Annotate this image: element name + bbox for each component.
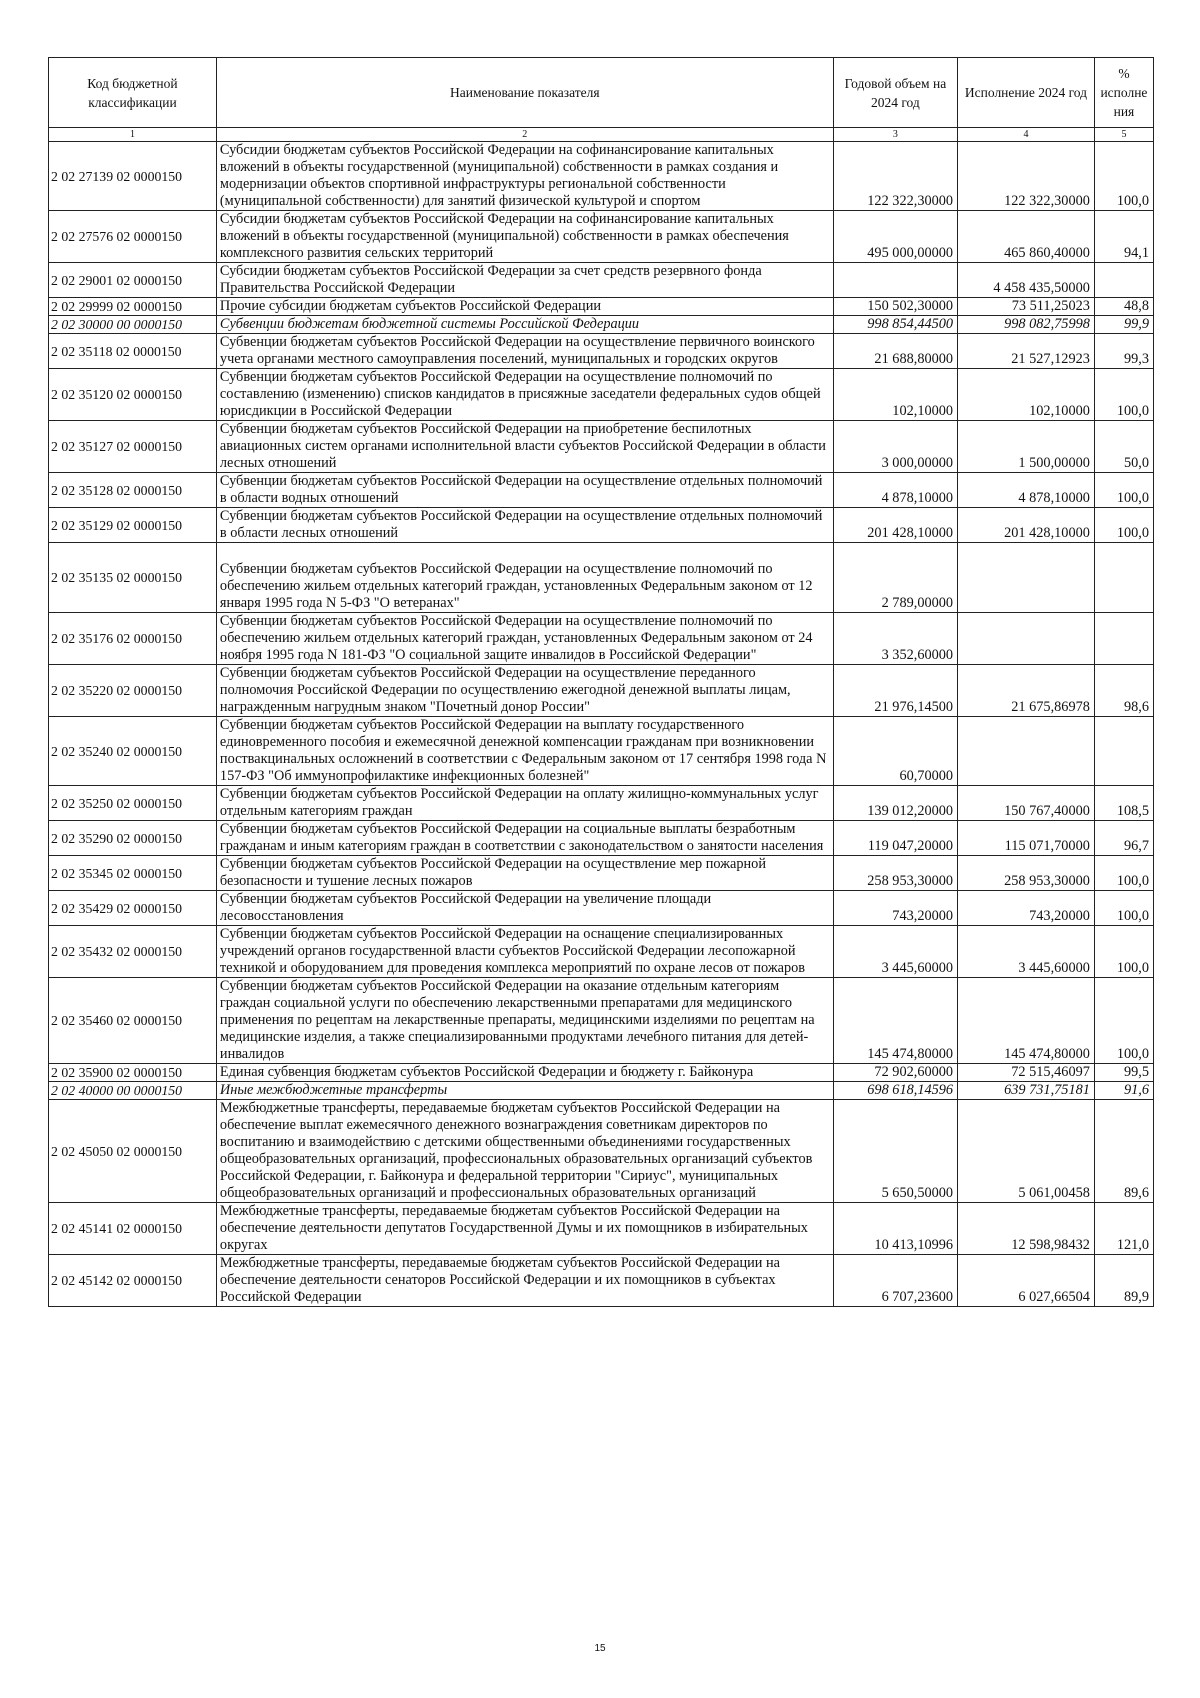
row-plan: 3 000,00000 [833,421,957,473]
row-percent: 98,6 [1094,665,1153,717]
table-row [49,856,1154,891]
row-code: 2 02 27139 02 0000150 [49,142,217,211]
table-row [49,1203,1154,1255]
header-fact: Исполнение 2024 год [958,58,1095,128]
row-plan: 145 474,80000 [833,978,957,1064]
row-plan: 698 618,14596 [833,1082,957,1100]
row-name: Субвенции бюджетам субъектов Российской Федерации на осуществление переданного полномочия Российской Федерации по осуществлению ежегодной денежной выплаты лицам, награжденным нагрудным знаком "Почетный донор России" [216,665,833,717]
budget-execution-table [48,57,1154,1307]
row-code: 2 02 35429 02 0000150 [49,891,217,926]
row-fact: 3 445,60000 [958,926,1095,978]
row-code: 2 02 35432 02 0000150 [49,926,217,978]
row-fact: 21 527,12923 [958,334,1095,369]
row-name: Межбюджетные трансферты, передаваемые бюджетам субъектов Российской Федерации на обеспечение деятельности депутатов Государственной Думы и их помощников в избирательных округах [216,1203,833,1255]
row-plan: 4 878,10000 [833,473,957,508]
table-row [49,1064,1154,1082]
header-plan: Годовой объем на 2024 год [833,58,957,128]
row-code: 2 02 29001 02 0000150 [49,263,217,298]
row-name: Субвенции бюджетам субъектов Российской Федерации на увеличение площади лесовосстановления [216,891,833,926]
row-code: 2 02 35460 02 0000150 [49,978,217,1064]
row-code: 2 02 40000 00 0000150 [49,1082,217,1100]
row-plan: 102,10000 [833,369,957,421]
row-percent: 89,6 [1094,1100,1153,1203]
table-body [49,142,1154,1307]
row-plan: 72 902,60000 [833,1064,957,1082]
table-row [49,1100,1154,1203]
row-name: Иные межбюджетные трансферты [216,1082,833,1100]
table-row [49,926,1154,978]
table-row [49,473,1154,508]
row-name: Субвенции бюджетам субъектов Российской Федерации на осуществление полномочий по составлению (изменению) списков кандидатов в присяжные заседатели федеральных судов общей юрисдикции в Российской Федерации [216,369,833,421]
row-fact: 122 322,30000 [958,142,1095,211]
row-code: 2 02 35176 02 0000150 [49,613,217,665]
row-percent [1094,263,1153,298]
header-percent: % исполне ния [1094,58,1153,128]
row-name: Субвенции бюджетам субъектов Российской Федерации на оснащение специализированных учреждений органов государственной власти субъектов Российской Федерации лесопожарной техникой и оборудованием для проведения комплекса мероприятий по охране лесов от пожаров [216,926,833,978]
row-name: Единая субвенция бюджетам субъектов Российской Федерации и бюджету г. Байконура [216,1064,833,1082]
row-code: 2 02 35220 02 0000150 [49,665,217,717]
row-fact: 998 082,75998 [958,316,1095,334]
row-plan: 3 352,60000 [833,613,957,665]
row-code: 2 02 35118 02 0000150 [49,334,217,369]
row-code: 2 02 35250 02 0000150 [49,786,217,821]
header-row [49,58,1154,128]
row-fact: 115 071,70000 [958,821,1095,856]
row-plan: 10 413,10996 [833,1203,957,1255]
row-plan: 3 445,60000 [833,926,957,978]
row-fact: 4 878,10000 [958,473,1095,508]
row-plan: 5 650,50000 [833,1100,957,1203]
row-plan: 21 688,80000 [833,334,957,369]
row-code: 2 02 35900 02 0000150 [49,1064,217,1082]
row-name: Субвенции бюджетам субъектов Российской Федерации на осуществление мер пожарной безопасности и тушение лесных пожаров [216,856,833,891]
row-percent: 100,0 [1094,978,1153,1064]
column-number-3: 3 [833,128,957,142]
row-plan: 60,70000 [833,717,957,786]
row-plan: 998 854,44500 [833,316,957,334]
row-fact [958,717,1095,786]
row-fact: 21 675,86978 [958,665,1095,717]
row-code: 2 02 27576 02 0000150 [49,211,217,263]
row-name: Субвенции бюджетам субъектов Российской Федерации на оказание отдельным категориям граждан социальной услуги по обеспечению лекарственными препаратами для медицинского применения по рецептам на лекарственные препараты, медицинскими изделиями по рецептам на медицинские изделия, а также специализированными продуктами лечебного питания для детей-инвалидов [216,978,833,1064]
row-fact: 258 953,30000 [958,856,1095,891]
row-plan: 495 000,00000 [833,211,957,263]
row-percent: 100,0 [1094,142,1153,211]
row-name: Субвенции бюджетам субъектов Российской Федерации на осуществление отдельных полномочий в области лесных отношений [216,508,833,543]
table-row [49,717,1154,786]
row-fact: 465 860,40000 [958,211,1095,263]
row-code: 2 02 35345 02 0000150 [49,856,217,891]
budget-table-sheet [48,57,1154,1307]
table-row [49,508,1154,543]
row-name: Межбюджетные трансферты, передаваемые бюджетам субъектов Российской Федерации на обеспечение выплат ежемесячного денежного вознаграждения советникам директоров по воспитанию и взаимодействию с детскими общественными объединениями государственных общеобразовательных организаций, профессиональных образовательных организаций субъектов Российской Федерации, г. Байконура и федеральной территории "Сириус", муниципальных общеобразовательных организаций и профессиональных образовательных организаций [216,1100,833,1203]
table-row [49,821,1154,856]
table-row [49,211,1154,263]
column-number-5: 5 [1094,128,1153,142]
row-fact: 4 458 435,50000 [958,263,1095,298]
row-fact: 150 767,40000 [958,786,1095,821]
row-code: 2 02 35120 02 0000150 [49,369,217,421]
row-percent [1094,613,1153,665]
row-fact: 201 428,10000 [958,508,1095,543]
row-percent: 91,6 [1094,1082,1153,1100]
row-percent: 94,1 [1094,211,1153,263]
table-row [49,298,1154,316]
row-plan: 21 976,14500 [833,665,957,717]
row-code: 2 02 35240 02 0000150 [49,717,217,786]
row-fact [958,543,1095,613]
row-plan: 2 789,00000 [833,543,957,613]
row-plan: 150 502,30000 [833,298,957,316]
table-row [49,142,1154,211]
row-percent [1094,543,1153,613]
row-percent: 50,0 [1094,421,1153,473]
row-percent: 100,0 [1094,473,1153,508]
row-name: Субвенции бюджетам субъектов Российской Федерации на осуществление полномочий по обеспечению жильем отдельных категорий граждан, установленных Федеральным законом от 12 января 1995 года N 5-ФЗ "О ветеранах" [216,543,833,613]
row-code: 2 02 30000 00 0000150 [49,316,217,334]
table-row [49,665,1154,717]
row-percent: 100,0 [1094,926,1153,978]
column-number-row [49,128,1154,142]
row-percent: 100,0 [1094,508,1153,543]
table-row [49,263,1154,298]
row-plan: 6 707,23600 [833,1255,957,1307]
row-plan: 122 322,30000 [833,142,957,211]
row-fact: 6 027,66504 [958,1255,1095,1307]
row-code: 2 02 45141 02 0000150 [49,1203,217,1255]
column-number-4: 4 [958,128,1095,142]
row-fact: 73 511,25023 [958,298,1095,316]
table-row [49,421,1154,473]
row-plan: 201 428,10000 [833,508,957,543]
header-name: Наименование показателя [216,58,833,128]
row-fact: 72 515,46097 [958,1064,1095,1082]
row-name: Субсидии бюджетам субъектов Российской Федерации за счет средств резервного фонда Правительства Российской Федерации [216,263,833,298]
table-row [49,891,1154,926]
row-fact: 639 731,75181 [958,1082,1095,1100]
table-row [49,978,1154,1064]
row-fact [958,613,1095,665]
table-row [49,316,1154,334]
row-percent: 99,5 [1094,1064,1153,1082]
table-row [49,543,1154,613]
row-code: 2 02 45050 02 0000150 [49,1100,217,1203]
row-name: Субвенции бюджетам субъектов Российской Федерации на оплату жилищно-коммунальных услуг отдельным категориям граждан [216,786,833,821]
header-code: Код бюджетной классификации [49,58,217,128]
row-percent: 100,0 [1094,856,1153,891]
row-plan: 139 012,20000 [833,786,957,821]
row-fact: 5 061,00458 [958,1100,1095,1203]
row-name: Субвенции бюджетам субъектов Российской Федерации на выплату государственного единовременного пособия и ежемесячной денежной компенсации гражданам при возникновении поствакцинальных осложнений в соответствии с Федеральным законом от 17 сентября 1998 года N 157-ФЗ "Об иммунопрофилактике инфекционных болезней" [216,717,833,786]
row-percent: 100,0 [1094,891,1153,926]
row-name: Субвенции бюджетам субъектов Российской Федерации на осуществление отдельных полномочий в области водных отношений [216,473,833,508]
row-plan [833,263,957,298]
row-fact: 145 474,80000 [958,978,1095,1064]
row-code: 2 02 45142 02 0000150 [49,1255,217,1307]
row-code: 2 02 35129 02 0000150 [49,508,217,543]
row-code: 2 02 35135 02 0000150 [49,543,217,613]
row-plan: 119 047,20000 [833,821,957,856]
table-row [49,334,1154,369]
row-code: 2 02 29999 02 0000150 [49,298,217,316]
row-percent: 96,7 [1094,821,1153,856]
row-plan: 743,20000 [833,891,957,926]
table-row [49,613,1154,665]
column-number-2: 2 [216,128,833,142]
row-percent [1094,717,1153,786]
row-name: Субсидии бюджетам субъектов Российской Федерации на софинансирование капитальных вложений в объекты государственной (муниципальной) собственности в рамках создания и модернизации объектов спортивной инфраструктуры региональной собственности (муниципальной собственности) для занятий физической культурой и спортом [216,142,833,211]
row-name: Прочие субсидии бюджетам субъектов Российской Федерации [216,298,833,316]
row-fact: 1 500,00000 [958,421,1095,473]
row-name: Субвенции бюджетам субъектов Российской Федерации на социальные выплаты безработным гражданам и иным категориям граждан в соответствии с законодательством о занятости населения [216,821,833,856]
row-code: 2 02 35290 02 0000150 [49,821,217,856]
page-number: 15 [594,1643,606,1654]
table-row [49,369,1154,421]
row-name: Субсидии бюджетам субъектов Российской Федерации на софинансирование капитальных вложений в объекты государственной (муниципальной) собственности в рамках обеспечения комплексного развития сельских территорий [216,211,833,263]
row-code: 2 02 35127 02 0000150 [49,421,217,473]
row-fact: 743,20000 [958,891,1095,926]
table-row [49,1255,1154,1307]
row-name: Межбюджетные трансферты, передаваемые бюджетам субъектов Российской Федерации на обеспечение деятельности сенаторов Российской Федерации и их помощников в субъектах Российской Федерации [216,1255,833,1307]
row-percent: 100,0 [1094,369,1153,421]
table-row [49,786,1154,821]
row-percent: 99,3 [1094,334,1153,369]
row-name: Субвенции бюджетам субъектов Российской Федерации на приобретение беспилотных авиационных систем органами исполнительной власти субъектов Российской Федерации в области лесных отношений [216,421,833,473]
row-plan: 258 953,30000 [833,856,957,891]
row-percent: 108,5 [1094,786,1153,821]
row-percent: 89,9 [1094,1255,1153,1307]
row-name: Субвенции бюджетам субъектов Российской Федерации на осуществление первичного воинского учета органами местного самоуправления поселений, муниципальных и городских округов [216,334,833,369]
row-percent: 48,8 [1094,298,1153,316]
row-code: 2 02 35128 02 0000150 [49,473,217,508]
column-number-1: 1 [49,128,217,142]
row-percent: 99,9 [1094,316,1153,334]
row-name: Субвенции бюджетам бюджетной системы Российской Федерации [216,316,833,334]
row-percent: 121,0 [1094,1203,1153,1255]
row-fact: 12 598,98432 [958,1203,1095,1255]
row-name: Субвенции бюджетам субъектов Российской Федерации на осуществление полномочий по обеспечению жильем отдельных категорий граждан, установленных Федеральным законом от 24 ноября 1995 года N 181-ФЗ "О социальной защите инвалидов в Российской Федерации" [216,613,833,665]
row-fact: 102,10000 [958,369,1095,421]
table-row [49,1082,1154,1100]
